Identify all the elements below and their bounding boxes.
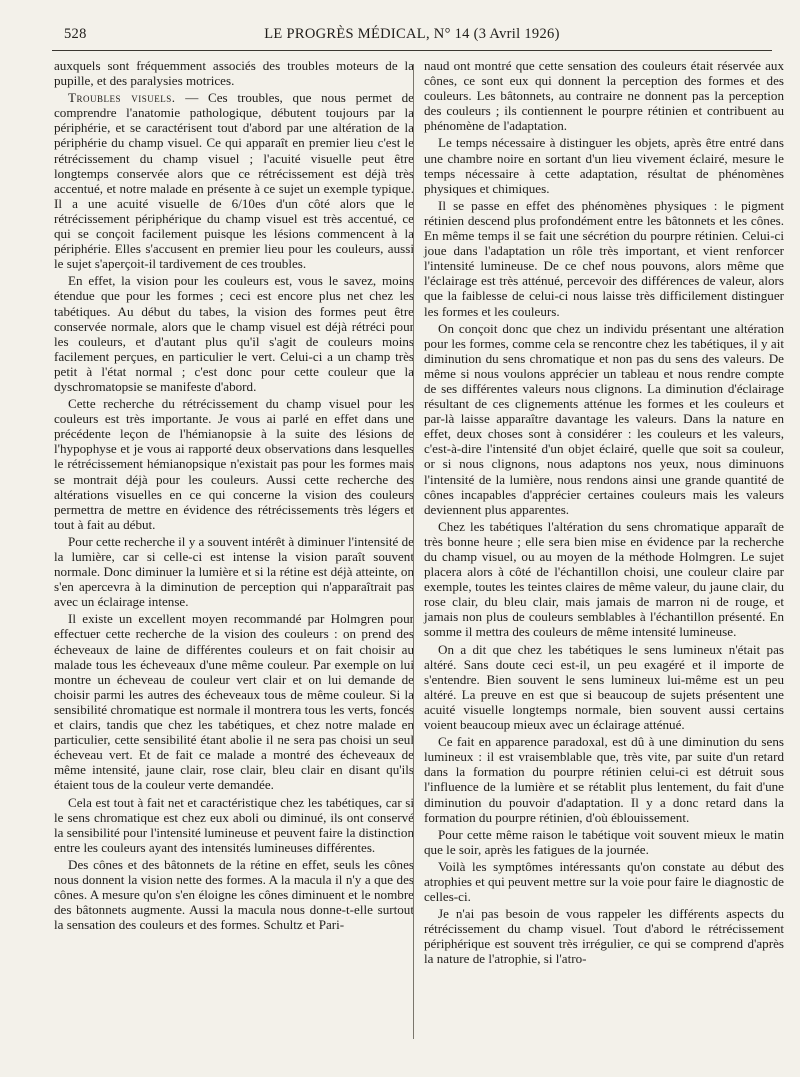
header-rule xyxy=(52,50,772,51)
paragraph: En effet, la vision pour les couleurs est, vous le savez, moins étendue que pour les formes ; ceci est encore plus net chez les tabétiques. Au début du tabes, la vision des formes peut être conservée normale, alors que le champ visuel est déjà rétréci pour les couleurs, et d'autant plus qu'il s'agit de couleurs moins facilement perçues, en particulier le vert. Celui-ci a un champ très petit à l'état normal ; c'est donc pour cette couleur que la dyschromatopsie se manifeste d'abord. xyxy=(54,273,414,394)
paragraph xyxy=(54,90,414,271)
left-column xyxy=(54,58,414,934)
paragraph: Le temps nécessaire à distinguer les objets, après être entré dans une chambre noire en sortant d'un lieu vivement éclairé, mesure le temps nécessaire à cette adaptation, résultat de phénomènes physiques et chimiques. xyxy=(424,135,784,196)
paragraph: Cela est tout à fait net et caractéristique chez les tabétiques, car si le sens chromatique est chez eux aboli ou diminué, ils ont conservé la sensibilité pour l'intensité lumineuse et peuvent faire la distinction entre les couleurs ayant des intensités lumineuses différentes. xyxy=(54,794,414,855)
column-divider xyxy=(413,64,414,1039)
paragraph: On a dit que chez les tabétiques le sens lumineux n'était pas altéré. Sans doute ceci est-il, un peu exagéré et il importe de s'entendre. Bien souvent le sens lumineux lui-même est un peu altéré. La preuve en est que si beaucoup de sujets présentent une acuité visuelle longtemps normale, bien souvent aussi certains voient beaucoup mieux avec un éclairage atténué. xyxy=(424,641,784,733)
paragraph: Cette recherche du rétrécissement du champ visuel pour les couleurs est très importante. Je vous ai parlé en effet dans une précédente leçon de l'hémianopsie à la suite des lésions de l'hypophyse et je vous ai rapporté deux observations dans lesquelles le rétrécissement hémianopsique n'existait pas pour les formes mais se montrait déjà pour les couleurs. Aussi cette recherche des altérations visuelles en ce qui concerne la vision des couleurs permettra de mettre en évidence des rétrécissements très légers et tout à fait au début. xyxy=(54,396,414,532)
paragraph: Je n'ai pas besoin de vous rappeler les différents aspects du rétrécissement du champ visuel. Tout d'abord le rétrécissement périphérique est souvent très irrégulier, ce qui se comprend d'après la nature de l'atrophie, si l'atro- xyxy=(424,906,784,967)
paragraph: Des cônes et des bâtonnets de la rétine en effet, seuls les cônes nous donnent la vision nette des formes. A la macula il n'y a que des cônes. A mesure qu'on s'en éloigne les cônes diminuent et le nombre des bâtonnets augmente. Aussi la macula nous donne-t-elle surtout la sensation des couleurs et des formes. Schultz et Pari- xyxy=(54,856,414,933)
right-column xyxy=(424,58,784,969)
paragraph-body: — Ces troubles, que nous permet de comprendre l'anatomie pathologique, débutent toujours par la périphérie, et se caractérisent tout d'abord par une altération de la périphérie du champ visuel. Ce qui apparaît en premier lieu c'est le rétrécissement du champ visuel ; l'acuité visuelle peut être longtemps conservée alors que ce rétrécissement est déjà très accentué, et notre malade en présente à ce sujet un exemple typique. Il a une acuité visuelle de 6/10es d'un côté alors que le rétrécissement périphérique du champ visuel est très accentué, ce qui se conçoit facilement puisque les lésions commencent à la périphérie. Elles s'accusent en premier lieu pour les couleurs, aussi le sujet s'aperçoit-il tardivement de ces troubles. xyxy=(54,90,414,272)
section-heading: Troubles visuels. xyxy=(68,90,176,106)
paragraph: Chez les tabétiques l'altération du sens chromatique apparaît de très bonne heure ; elle sera bien mise en évidence par la recherche du champ visuel, ou au moyen de la méthode Holmgren. Le sujet placera alors à côté de l'échantillon choisi, une couleur claire par exemple, toutes les teintes claires de même valeur, du jaune clair, du rose clair, du bleu clair, mais jamais de marron ni de rouge, et jamais non plus de couleurs semblables à l'échantillon présenté. En somme il mettra des couleurs de même intensité lumineuse. xyxy=(424,518,784,640)
paragraph: Il existe un excellent moyen recommandé par Holmgren pour effectuer cette recherche de la vision des couleurs : on prend des écheveaux de laine de différentes couleurs et on fait choisir au malade tous les écheveaux d'une même couleur. Par exemple on lui montre un écheveau de couleur vert clair et on lui demande de choisir parmi les autres des écheveaux tous de même couleur. Si la sensibilité chromatique est normale il montrera tous les verts, foncés et clairs, tandis que chez les tabétiques, et chez notre malade en particulier, cette sensibilité étant abolie il ne sera pas choisi un seul écheveau vert. Et de fait ce malade a montré des écheveaux de même intensité, jaune clair, rose clair, bleu clair en disant qu'ils étaient tous de la couleur verte demandée. xyxy=(54,611,414,793)
running-header xyxy=(52,26,772,48)
page-number: 528 xyxy=(64,26,87,42)
paragraph: Pour cette même raison le tabétique voit souvent mieux le matin que le soir, après les fatigues de la journée. xyxy=(424,826,784,857)
paragraph: Voilà les symptômes intéressants qu'on constate au début des atrophies et qui peuvent mettre sur la voie pour faire le diagnostic de celles-ci. xyxy=(424,858,784,905)
paragraph: Ce fait en apparence paradoxal, est dû à une diminution du sens lumineux : il est vraisemblable que, très vite, par suite d'un retard dans la formation du pourpre rétinien celui-ci est détruit sous l'influence de la lumière et se rétablit plus lentement, du fait d'une diminution du pouvoir d'adaptation. Il y a donc retard dans la formation du pourpre rétinien, d'où éblouissement. xyxy=(424,734,784,825)
paragraph: Il se passe en effet des phénomènes physiques : le pigment rétinien descend plus profondément entre les bâtonnets et les cônes. En même temps il se fait une sécrétion du pourpre rétinien. Celui-ci joue dans l'adaptation un rôle très important, et vient renforcer l'intensité lumineuse. De ce chef nous pouvons, alors même que l'éclairage est très atténué, percevoir des différences de valeur, alors que la faiblesse de celui-ci nous laisse très difficilement distinguer les formes et les couleurs. xyxy=(424,197,784,319)
paragraph: Pour cette recherche il y a souvent intérêt à diminuer l'intensité de la lumière, car si celle-ci est intense la vision paraît souvent normale. Donc diminuer la lumière et si la rétine est déjà atteinte, on s'en apercevra à la diminution de perception qui n'apparaîtrait pas avec un éclairage intense. xyxy=(54,533,414,610)
paragraph: naud ont montré que cette sensation des couleurs était réservée aux cônes, ce sont eux qui donnent la perception des formes et des couleurs. Les bâtonnets, au contraire ne donnent pas la perception des couleurs ; ils contiennent le pourpre rétinien et contribuent au phénomène de l'adaptation. xyxy=(424,58,784,134)
paragraph: On conçoit donc que chez un individu présentant une altération pour les formes, comme cela se rencontre chez les tabétiques, il y ait diminution du sens chromatique et non pas du sens des valeurs. De même si nous voulons apprécier un tableau et nous rendre compte de ses différentes valeurs nous clignons. La diminution d'éclairage résultant de ces clignements atténue les formes et les couleurs et par-là laisse apparaître davantage les valeurs. Dans la nature en effet, deux choses sont à considérer : les couleurs et les valeurs, c'est-à-dire l'intensité d'un objet éclairé, quelle que soit sa couleur, or si nous clignons, nous adaptons nos yeux, nous diminuons l'intensité de la lumière, nous rendons ainsi une grande quantité de cônes incapables d'apprécier certaines couleurs mais les valeurs deviennent plus apparentes. xyxy=(424,320,784,517)
running-title: LE PROGRÈS MÉDICAL, N° 14 (3 Avril 1926) xyxy=(264,26,560,42)
paragraph: auxquels sont fréquemment associés des troubles moteurs de la pupille, et des paralysies motrices. xyxy=(54,58,414,89)
